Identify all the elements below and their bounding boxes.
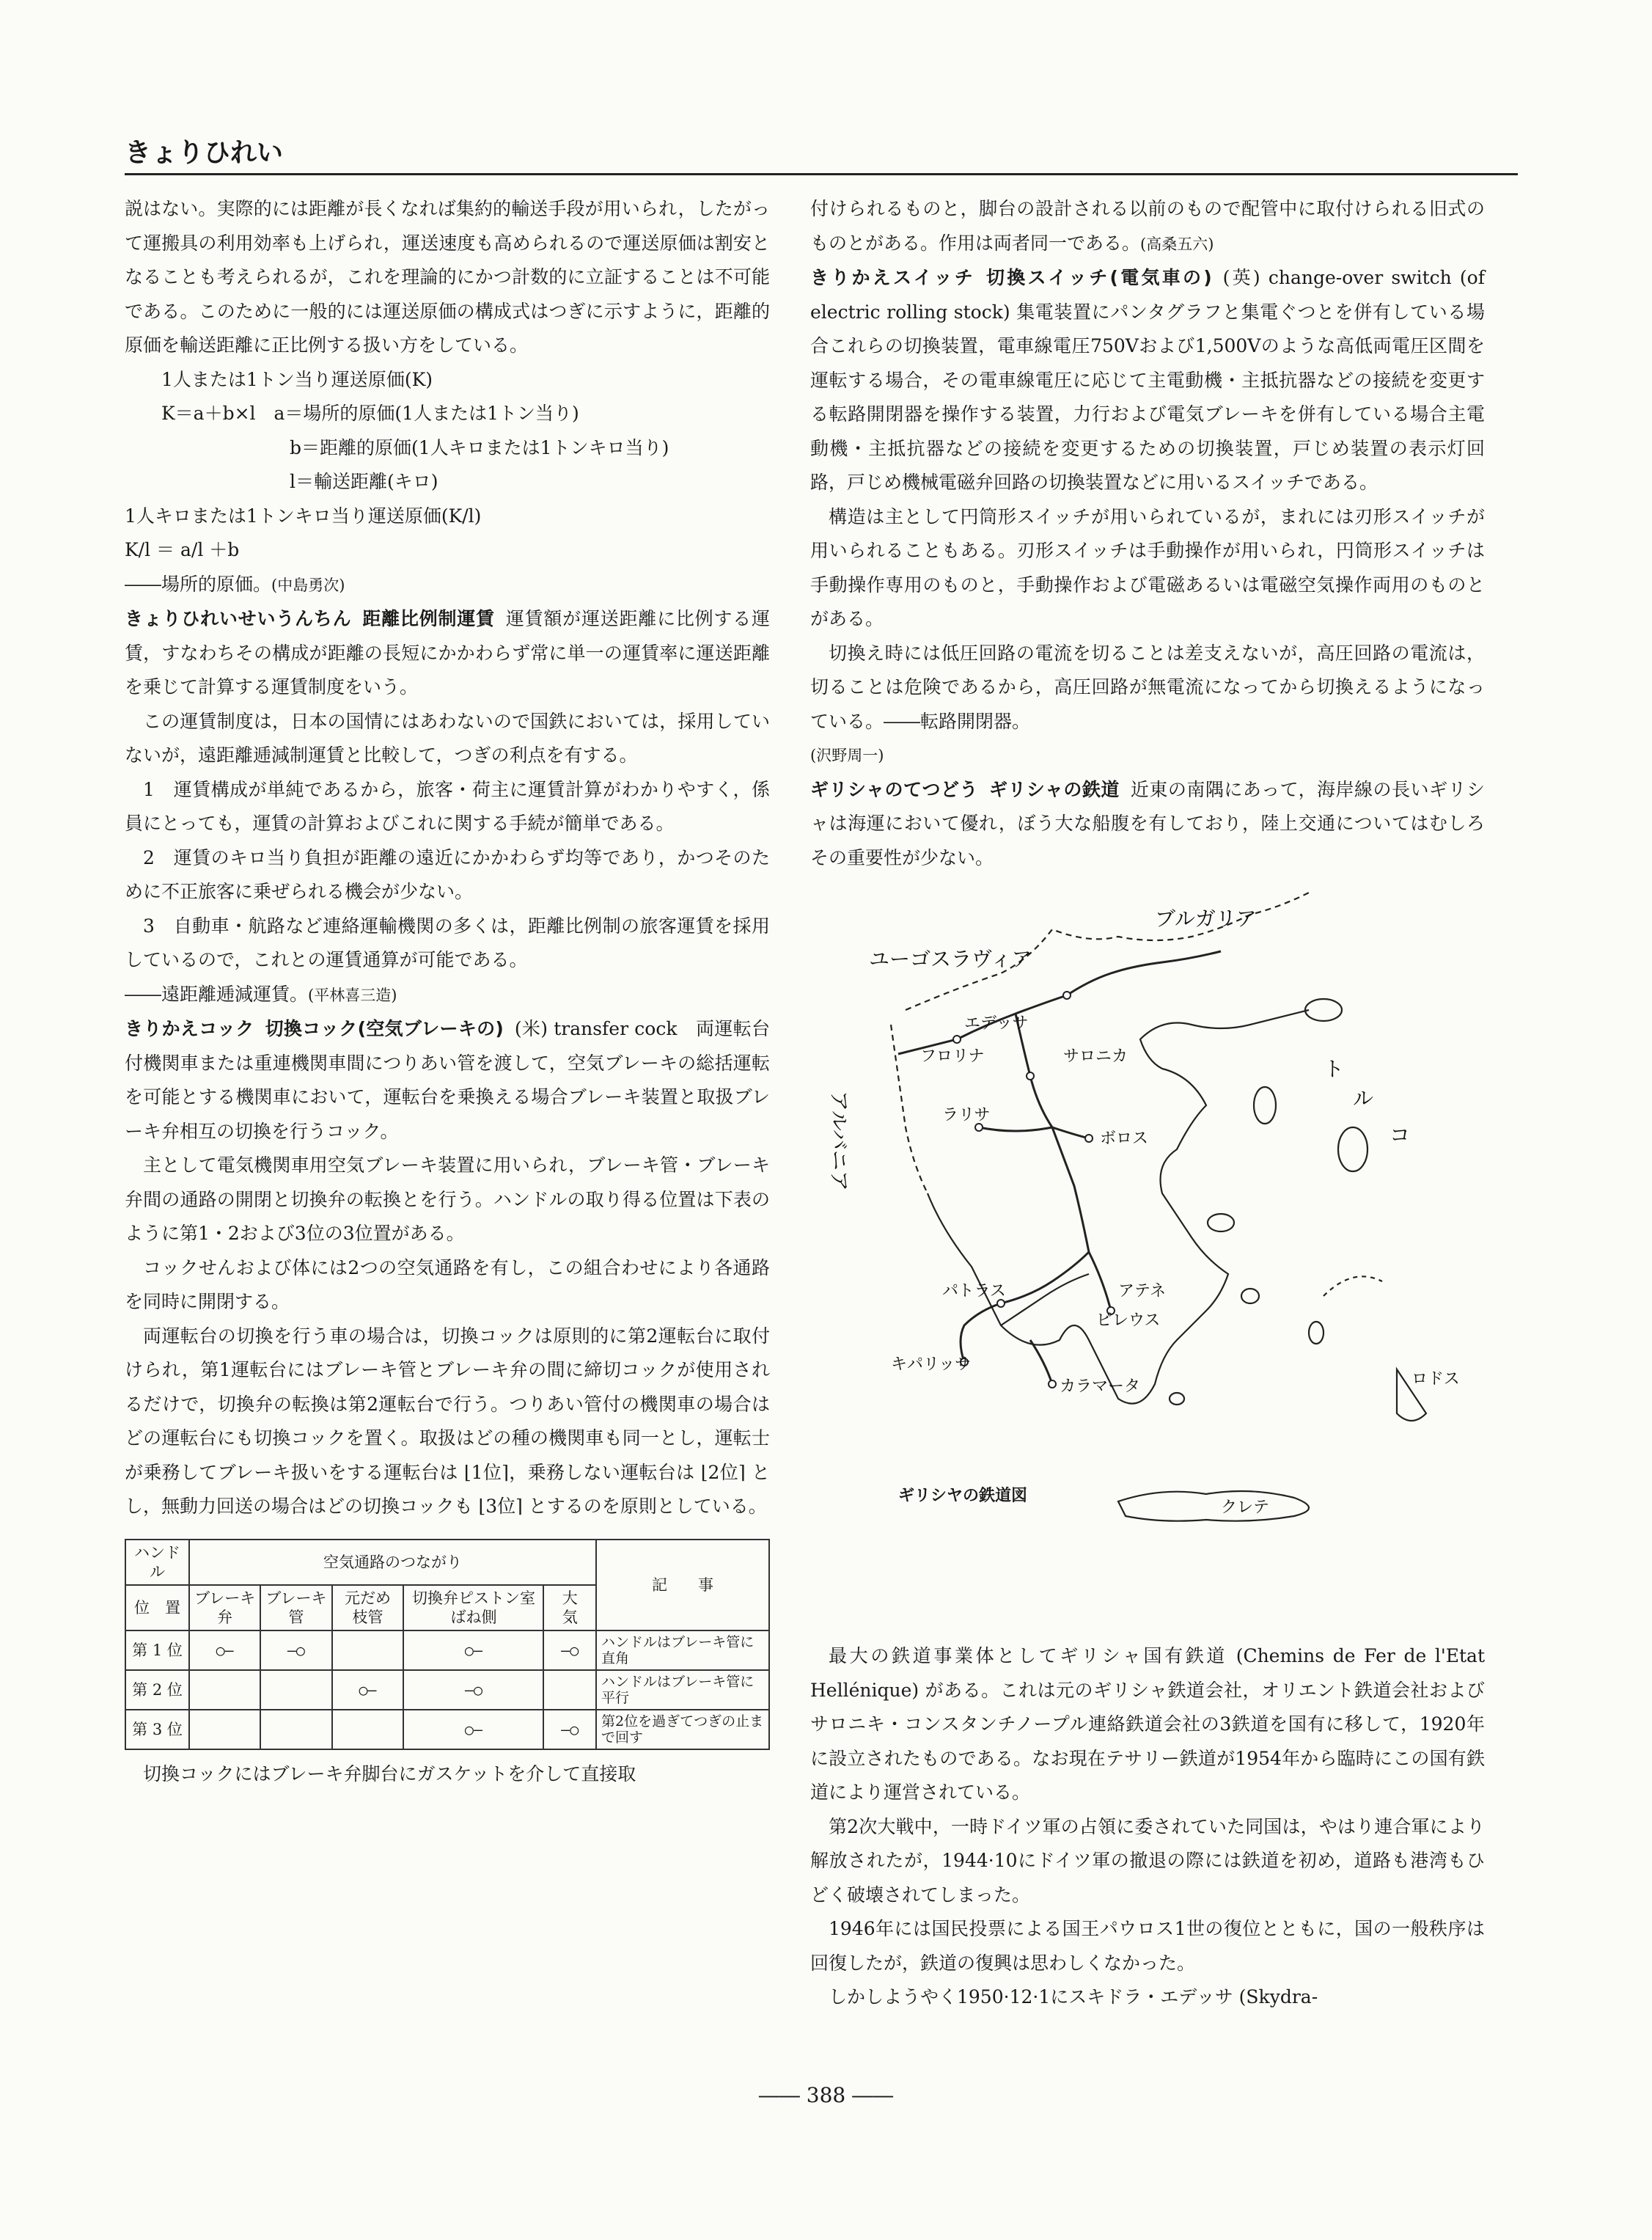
table-header: ブレーキ管 xyxy=(260,1585,331,1630)
paragraph: 最大の鉄道事業体としてギリシャ国有鉄道 (Chemins de Fer de l'Etat Hellénique) がある。これは元のギリシャ鉄道会社，オリエント鉄道会社およびサロニキ・コンスタンチノープル連絡鉄道会社の3鉄道を国有に移して，1920年に設立されたものである。なお現在テサリー鉄道が1954年から臨時にこの国有鉄道により運営されている。 xyxy=(810,1645,1485,1803)
map-label: ト xyxy=(1324,1057,1345,1081)
entry-definition: (米) transfer cock 両運転台付機関車または重連機関車間につりあい管を渡して，空気ブレーキの総括運転を可能とする機関車において，運転台を乗換える場合ブレーキ装置と取扱ブレーキ弁相互の切換を行うコック。 xyxy=(125,1018,770,1142)
station-dot xyxy=(997,1300,1005,1307)
railway-line xyxy=(1030,1340,1052,1384)
table-header: 位 置 xyxy=(125,1585,189,1630)
railway-line xyxy=(1089,1252,1111,1311)
right-column xyxy=(810,192,1485,2015)
cross-reference: ――遠距離逓減運賃。 xyxy=(125,983,309,1005)
island xyxy=(1309,1322,1324,1344)
station-dot xyxy=(1063,992,1071,999)
table-cell xyxy=(189,1710,260,1749)
dictionary-entry xyxy=(125,602,770,705)
table-cell: ―○ xyxy=(543,1710,596,1749)
table-cell: ○― xyxy=(332,1670,404,1710)
formula-line: K＝a＋b×l a＝場所的原価(1人または1トン当り) xyxy=(161,403,579,424)
paragraph: 切換コックにはブレーキ弁脚台にガスケットを介して直接取 xyxy=(143,1763,636,1785)
author-credit: (沢野周一) xyxy=(810,747,884,764)
page-number: ―― 388 ―― xyxy=(758,2083,894,2107)
table-cell: 第 3 位 xyxy=(125,1710,189,1749)
left-column xyxy=(125,192,770,1791)
map-label: ブルガリア xyxy=(1155,907,1257,931)
map-drawing xyxy=(810,885,1485,1633)
entry-headword-kanji: ギリシャの鉄道 xyxy=(988,778,1120,800)
map-caption: ギリシヤの鉄道図 xyxy=(898,1487,1028,1505)
paragraph: この運賃制度は，日本の国情にはあわないので国鉄においては，採用していないが，遠距離逓減制運賃と比較して，つぎの利点を有する。 xyxy=(125,710,770,766)
island xyxy=(1170,1393,1184,1405)
table-cell: ハンドルはブレーキ管に平行 xyxy=(596,1670,769,1710)
crete-island xyxy=(1118,1491,1309,1521)
table-cell: 第 1 位 xyxy=(125,1630,189,1670)
header-rule xyxy=(125,173,1518,175)
map-label: アルバニア xyxy=(827,1091,851,1191)
table-cell xyxy=(332,1710,404,1749)
paragraph: 第2次大戦中，一時ドイツ軍の占領に委されていた同国は，やはり連合軍により解放されたが，1944·10にドイツ軍の撤退の際には鉄道を初め，道路も港湾もひどく破壊されてしまった。 xyxy=(810,1815,1485,1906)
cock-position-table xyxy=(125,1539,770,1750)
map-label: サロニカ xyxy=(1063,1047,1128,1066)
turkey-coast xyxy=(1324,1276,1382,1296)
paragraph: 付けられるものと，脚台の設計される以前のもので配管中に取付けられる旧式のものとがある。作用は両者同一である。 xyxy=(810,198,1485,254)
table-header: 元だめ枝管 xyxy=(332,1585,404,1630)
paragraph: しかしようやく1950·12·1にスキドラ・エデッサ (Skydra- xyxy=(829,1986,1318,2007)
dictionary-entry xyxy=(125,1012,770,1149)
formula-line: b＝距離的原価(1人キロまたは1トンキロ当り) xyxy=(161,436,669,458)
table-cell: ―○ xyxy=(403,1670,543,1710)
map-label: クレテ xyxy=(1221,1498,1270,1517)
table-header: 切換弁ピストン室ばね側 xyxy=(403,1585,543,1630)
author-credit: (平林喜三造) xyxy=(308,986,397,1004)
map-label: キパリッサ xyxy=(891,1355,972,1374)
table-cell: ハンドルはブレーキ管に直角 xyxy=(596,1630,769,1670)
paragraph: 説はない。実際的には距離が長くなれば集約的輸送手段が用いられ，したがって運搬具の利用効率も上げられ，運送速度も高められるので運送原価は割安となることも考えられるが，これを理論的にかつ計数的に立証することは不可能である。このために一般的には運送原価の構成式はつぎに示すように，距離的原価を輸送距離に正比例する扱い方をしている。 xyxy=(125,198,770,356)
island xyxy=(1254,1087,1276,1124)
list-item: 1 運賃構成が単純であるから，旅客・荷主に運賃計算がわかりやすく，係員にとっても，運賃の計算およびこれに関する手続が簡単である。 xyxy=(125,778,770,834)
list-item: 3 自動車・航路など連絡運輸機関の多くは，距離比例制の旅客運賃を採用しているので，これとの運賃通算が可能である。 xyxy=(125,915,770,970)
table-row xyxy=(125,1670,769,1710)
table-header-row xyxy=(125,1540,769,1585)
station-dot xyxy=(1027,1072,1034,1080)
railway-line xyxy=(979,1127,1089,1138)
cross-reference: ――場所的原価。 xyxy=(125,573,272,595)
table-cell: ―○ xyxy=(260,1630,331,1670)
map-label: パトラス xyxy=(942,1282,1006,1300)
table-row xyxy=(125,1630,769,1670)
entry-headword-kanji: 距離比例制運賃 xyxy=(362,608,495,629)
formula-line: K/l ＝ a/l ＋b xyxy=(125,539,240,560)
entry-headword-kana: きりかえスイッチ xyxy=(810,267,976,288)
map-label: ユーゴスラヴィア xyxy=(869,947,1032,971)
table-header: ハンドル xyxy=(125,1540,189,1585)
island xyxy=(1241,1289,1259,1303)
island xyxy=(1305,999,1342,1021)
entry-headword-kana: きょりひれいせいうんちん xyxy=(125,608,352,629)
map-label: ピレウス xyxy=(1096,1311,1161,1330)
map-label: ラリサ xyxy=(942,1106,991,1124)
entry-headword-kana: ギリシャのてつどう xyxy=(810,778,978,800)
table-cell: ○― xyxy=(403,1630,543,1670)
table-cell: ―○ xyxy=(543,1630,596,1670)
entry-headword-kanji: 切換スイッチ(電気車の) xyxy=(986,267,1212,288)
greece-railway-map xyxy=(810,885,1485,1633)
table-row xyxy=(125,1710,769,1749)
list-item: 2 運賃のキロ当り負担が距離の遠近にかかわらず均等であり，かつそのために不正旅客に乗ぜられる機会が少ない。 xyxy=(125,846,770,902)
table-cell xyxy=(543,1670,596,1710)
map-label: カラマータ xyxy=(1060,1377,1141,1396)
paragraph: コックせんおよび体には2つの空気通路を有し，この組合わせにより各通路を同時に開閉する。 xyxy=(125,1256,770,1312)
table-cell xyxy=(189,1670,260,1710)
station-dot xyxy=(1049,1380,1056,1388)
cost-formula xyxy=(161,363,770,499)
table-cell: ○― xyxy=(189,1630,260,1670)
table-cell: 第 2 位 xyxy=(125,1670,189,1710)
dictionary-entry xyxy=(810,261,1485,500)
table-header: 大 気 xyxy=(543,1585,596,1630)
formula-line: 1人キロまたは1トンキロ当り運送原価(K/l) xyxy=(125,505,482,527)
station-dot xyxy=(975,1124,983,1131)
table-header: 記 事 xyxy=(596,1540,769,1630)
entry-headword-kanji: 切換コック(空気ブレーキの) xyxy=(265,1018,504,1039)
author-credit: (中島勇次) xyxy=(271,576,345,594)
island xyxy=(1338,1127,1368,1171)
paragraph: 構造は主として円筒形スイッチが用いられているが，まれには刃形スイッチが用いられることもある。刃形スイッチは手動操作が用いられ，円筒形スイッチは手動操作専用のものと，手動操作および電磁あるいは電磁空気操作両用のものとがある。 xyxy=(810,505,1485,629)
station-dot xyxy=(953,1036,961,1043)
table-cell xyxy=(332,1630,404,1670)
island xyxy=(1208,1214,1234,1231)
table-header: ブレーキ弁 xyxy=(189,1585,260,1630)
map-label: ボロス xyxy=(1100,1130,1149,1148)
entry-definition: 運賃額が運送距離に比例する運賃，すなわちその構成が距離の長短にかかわらず常に単一の運賃率に運送距離を乗じて計算する運賃制度をいう。 xyxy=(125,608,770,698)
table-cell xyxy=(260,1710,331,1749)
paragraph: 主として電気機関車用空気ブレーキ装置に用いられ，ブレーキ管・ブレーキ弁間の通路の開閉と切換弁の転換とを行う。ハンドルの取り得る位置は下表のように第1・2および3位の3位置がある。 xyxy=(125,1154,770,1244)
entry-definition: (英) change-over switch (of electric rolling stock) 集電装置にパンタグラフと集電ぐつとを併有している場合これらの切換装置，電車線電圧750Vおよび1,500Vのような高低両電圧区間を運転する場合，その電車線電圧に応じて主電動機・主抵抗器などの接続を変更する転路開閉器を操作する装置，力行および電気ブレーキを併有している場合主電動機・主抵抗器などの接続を変更するための切換装置，戸じめ装置の表示灯回路，戸じめ機械電磁弁回路の切換装置などに用いるスイッチである。 xyxy=(810,267,1485,493)
map-label: ロドス xyxy=(1411,1370,1460,1388)
paragraph: 1946年には国民投票による国王パウロス1世の復位とともに，国の一般秩序は回復したが，鉄道の復興は思わしくなかった。 xyxy=(810,1918,1485,1974)
author-credit: (高桑五六) xyxy=(1140,235,1214,253)
dictionary-entry xyxy=(810,773,1485,876)
map-label: ル xyxy=(1353,1086,1374,1110)
entry-headword-kana: きりかえコック xyxy=(125,1018,254,1039)
table-cell: ○― xyxy=(403,1710,543,1749)
running-header: きょりひれい xyxy=(125,138,284,168)
railway-line xyxy=(961,1252,1089,1362)
map-label: アテネ xyxy=(1118,1282,1167,1300)
table-cell xyxy=(260,1670,331,1710)
table-header: 空気通路のつながり xyxy=(189,1540,596,1585)
map-label: エデッサ xyxy=(964,1014,1029,1033)
formula-line: l＝輸送距離(キロ) xyxy=(161,471,438,492)
table-cell: 第2位を過ぎてつぎの止まで回す xyxy=(596,1710,769,1749)
station-dot xyxy=(1085,1135,1093,1142)
paragraph: 両運転台の切換を行う車の場合は，切換コックは原則的に第2運転台に取付けられ，第1運転台にはブレーキ管とブレーキ弁の間に締切コックが使用されるだけで，切換弁の転換は第2運転台で行う。つりあい管付の機関車の場合はどの運転台にも切換コックを置く。取扱はどの種の機関車も同一とし，運転士が乗務してブレーキ扱いをする運転台は ⌊1位⌉，乗務しない運転台は ⌊2位⌉ とし，無動力回送の場合はどの切換コックも ⌊3位⌉ とするのを原則としている。 xyxy=(125,1325,770,1517)
map-label: フロリナ xyxy=(920,1047,985,1066)
map-label: コ xyxy=(1389,1123,1411,1147)
formula-line: 1人または1トン当り運送原価(K) xyxy=(161,368,433,390)
entry-definition: 近東の南隅にあって，海岸線の長いギリシャは海運において優れ，ぼう大な船腹を有しており，陸上交通についてはむしろその重要性が少ない。 xyxy=(810,778,1485,868)
paragraph: 切換え時には低圧回路の電流を切ることは差支えないが，高圧回路の電流は，切ることは危険であるから，高圧回路が無電流になってから切換えるようになっている。――転路開閉器。 xyxy=(810,642,1485,732)
coastline xyxy=(928,1010,1309,1404)
